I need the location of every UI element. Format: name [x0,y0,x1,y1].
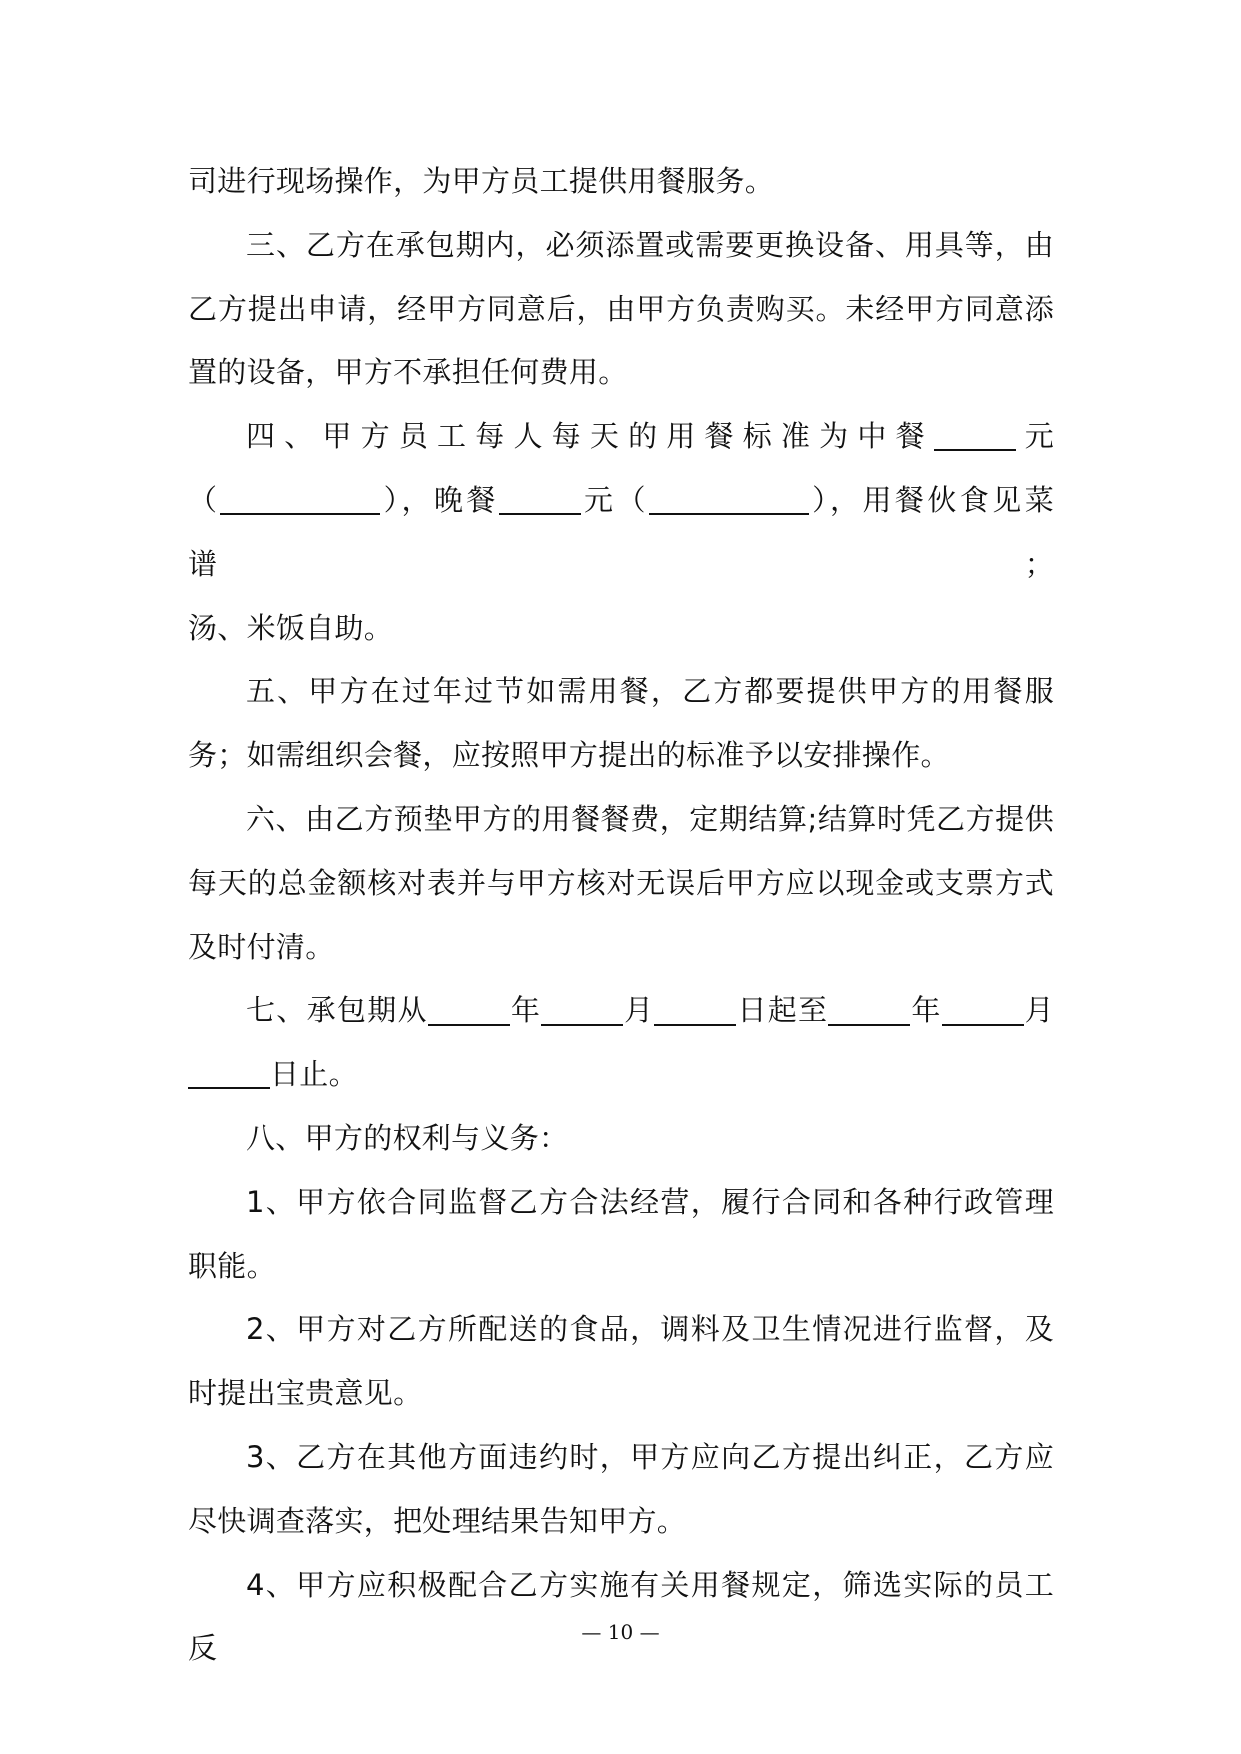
paragraph-continuation: 司进行现场操作，为甲方员工提供用餐服务。 [188,164,775,198]
yuan-label: 元 [1015,419,1054,454]
start-day-blank[interactable] [654,995,736,1026]
clause-4-line-1 [188,405,1054,469]
clause-8-heading: 八、甲方的权利与义务： [246,1120,569,1155]
clause-7-line-1 [188,979,1054,1043]
dinner-amount-words-blank[interactable] [649,484,809,515]
yuan-open-label: 元（ [580,482,649,517]
clause-7 [188,979,1054,1107]
clause-5: 五、甲方在过年过节如需用餐，乙方都要提供甲方的用餐服务；如需组织会餐，应按照甲方提出的标准予以安排操作。 [188,674,1054,773]
clause-8-item-4: 4、甲方应积极配合乙方实施有关用餐规定，筛选实际的员工反 [188,1567,1054,1666]
open-paren: （ [188,482,221,517]
clause-8-item-2: 2、甲方对乙方所配送的食品，调料及卫生情况进行监督，及时提出宝贵意见。 [188,1312,1054,1411]
end-month-blank[interactable] [942,995,1024,1026]
year-label-2: 年 [910,993,942,1028]
clause-8-item-1: 1、甲方依合同监督乙方合法经营，履行合同和各种行政管理职能。 [188,1184,1054,1283]
lunch-amount-blank[interactable] [934,420,1016,451]
clause-8-item-3: 3、乙方在其他方面违约时，甲方应向乙方提出纠正，乙方应尽快调查落实，把处理结果告知甲方。 [188,1439,1054,1538]
year-label: 年 [509,993,542,1028]
month-label: 月 [623,993,655,1028]
day-until-label: 日起至 [736,993,829,1028]
clause-4-lead: 四、甲方员工每人每天的用餐标准为中餐 [246,419,934,454]
day-end-label: 日止。 [270,1057,358,1092]
start-month-blank[interactable] [541,995,623,1026]
clause-7-line-2 [188,1043,1054,1107]
dinner-label: ），晚餐 [380,482,499,517]
clause-4-line-3: 汤、米饭自助。 [188,610,394,645]
clause-4 [188,405,1054,660]
start-year-blank[interactable] [428,995,510,1026]
lunch-amount-words-blank[interactable] [220,484,380,515]
end-day-blank[interactable] [188,1058,270,1089]
month-label-2: 月 [1023,993,1054,1028]
menu-note: ），用餐伙食见菜谱； [188,482,1054,581]
clause-6: 六、由乙方预垫甲方的用餐餐费，定期结算;结算时凭乙方提供每天的总金额核对表并与甲方核对无误后甲方应以现金或支票方式及时付清。 [188,801,1054,964]
clause-3: 三、乙方在承包期内，必须添置或需要更换设备、用具等，由乙方提出申请，经甲方同意后，由甲方负责购买。未经甲方同意添置的设备，甲方不承担任何费用。 [188,227,1054,390]
dinner-amount-blank[interactable] [499,484,581,515]
contract-body [188,150,1054,1681]
page-number: — 10 — [581,1620,660,1644]
end-year-blank[interactable] [828,995,910,1026]
term-lead: 七、承包期从 [246,993,428,1028]
clause-4-line-2 [188,469,1054,597]
